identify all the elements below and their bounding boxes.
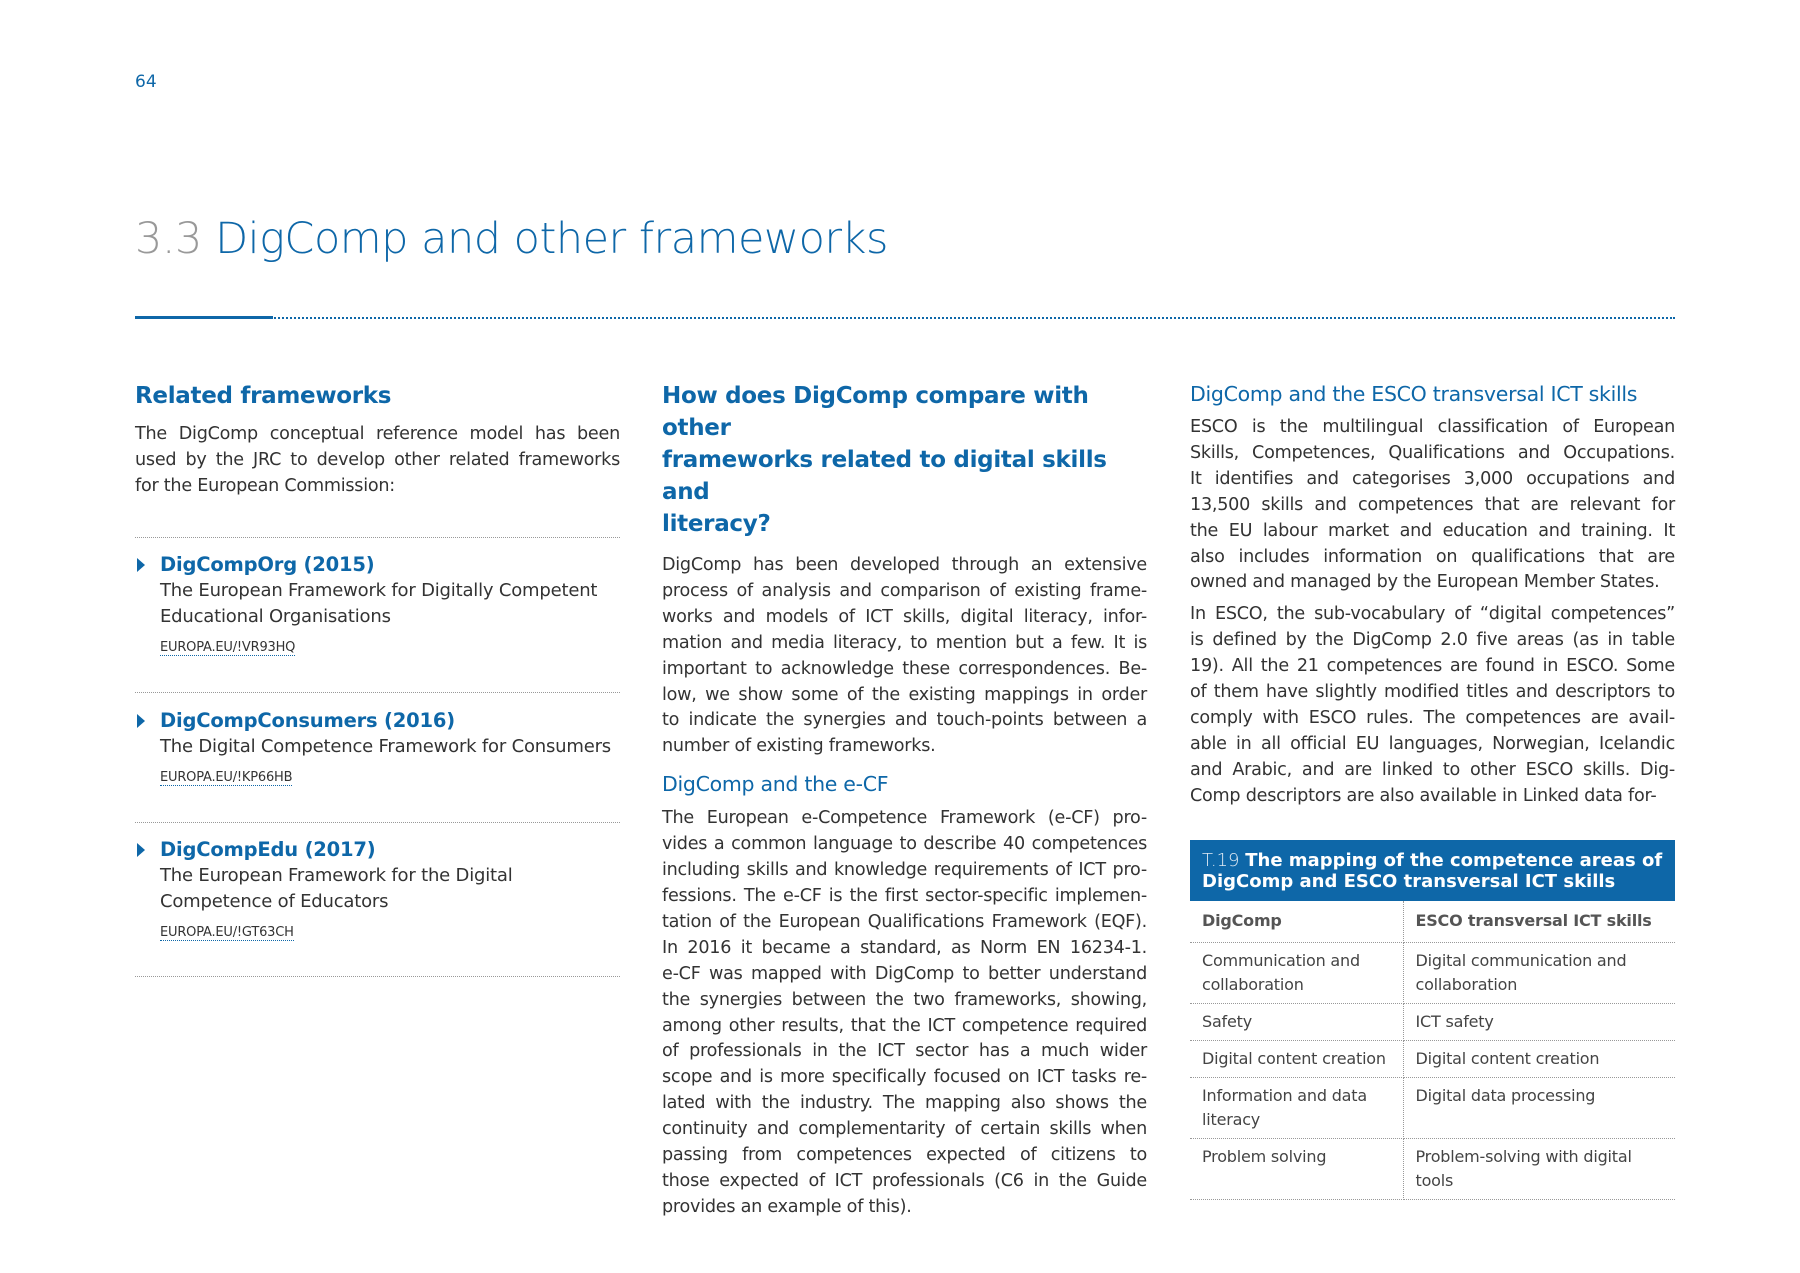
- framework-item: [135, 709, 620, 786]
- section-title: [135, 214, 888, 264]
- column-header: DigComp: [1190, 901, 1403, 942]
- text-line: the EU labour market and education and training. It: [1190, 520, 1675, 541]
- esco-paragraph-1: [1190, 415, 1675, 596]
- triangle-right-icon: [137, 714, 145, 728]
- text-line: Educational Organisations: [160, 606, 391, 627]
- text-line: vides a common language to describe 40 competences: [662, 834, 1147, 855]
- text-line: frameworks related to digital skills and: [662, 447, 1107, 505]
- text-line: mation and media literacy, to mention but a few. It is: [662, 632, 1147, 653]
- text-line: and Arabic, and are linked to other ESCO skills. Dig-: [1190, 759, 1675, 780]
- text-line: the synergies between the two frameworks, showing,: [662, 989, 1147, 1010]
- divider: [135, 692, 620, 693]
- text-line: passing from competences expected of citizens to: [662, 1145, 1147, 1166]
- framework-link[interactable]: EUROPA.EU/!KP66HB: [160, 770, 293, 785]
- text-line: scope and is more specifically focused on ICT tasks re-: [662, 1067, 1147, 1088]
- left-column: [135, 380, 620, 500]
- table-row: [1190, 1003, 1675, 1040]
- framework-title[interactable]: [135, 553, 620, 576]
- related-frameworks-heading: Related frameworks: [135, 383, 392, 409]
- text-line: Competence of Educators: [160, 891, 389, 912]
- framework-title-text: DigCompEdu (2017): [160, 838, 376, 861]
- text-line: low, we show some of the existing mappings in order: [662, 684, 1147, 705]
- divider: [135, 537, 620, 538]
- table-row: [1190, 1040, 1675, 1077]
- table-number: T.19: [1202, 850, 1240, 871]
- framework-title-text: DigCompConsumers (2016): [160, 709, 455, 732]
- comparison-paragraph: [662, 553, 1147, 760]
- table-header-row: [1190, 901, 1675, 942]
- intro-paragraph: [135, 422, 620, 500]
- text-line: The DigComp conceptual reference model has been: [135, 424, 620, 444]
- digcomp-cell: Safety: [1190, 1003, 1403, 1040]
- text-line: How does DigComp compare with other: [662, 383, 1089, 441]
- table-row: [1190, 1077, 1675, 1138]
- text-line: 19). All the 21 competences are found in ESCO. Some: [1190, 656, 1675, 677]
- text-line: process of analysis and comparison of existing frame-: [662, 580, 1147, 601]
- table-row: [1190, 1138, 1675, 1199]
- framework-description: [135, 734, 620, 760]
- triangle-right-icon: [137, 558, 145, 572]
- framework-title[interactable]: [135, 709, 620, 732]
- text-line: also includes information on qualifications that are: [1190, 546, 1675, 567]
- mapping-table: [1190, 840, 1675, 1200]
- page-number: 64: [135, 72, 157, 92]
- framework-description: [135, 863, 620, 915]
- esco-paragraph-2: [1190, 602, 1675, 809]
- text-line: 13,500 skills and competences that are relevant for: [1190, 494, 1675, 515]
- text-line: The European Framework for the Digital: [160, 865, 513, 886]
- text-line: e-CF was mapped with DigComp to better understand: [662, 963, 1147, 984]
- table-title: The mapping of the competence areas of DigComp and ESCO transversal ICT skills: [1202, 850, 1663, 892]
- text-line: used by the JRC to develop other related frameworks: [135, 449, 620, 470]
- ecf-subheading: DigComp and the e-CF: [662, 772, 889, 797]
- table-row: [1190, 942, 1675, 1003]
- text-line: number of existing frameworks.: [662, 736, 936, 757]
- text-line: The Digital Competence Framework for Consumers: [160, 736, 611, 757]
- esco-cell: Digital content creation: [1403, 1040, 1675, 1077]
- esco-cell: Problem-solving with digital tools: [1403, 1138, 1675, 1199]
- text-line: The European Framework for Digitally Competent: [160, 580, 598, 601]
- text-line: comply with ESCO rules. The competences are avail-: [1190, 707, 1675, 728]
- esco-cell: ICT safety: [1403, 1003, 1675, 1040]
- digcomp-cell: Problem solving: [1190, 1138, 1403, 1199]
- text-line: including skills and knowledge requirements of ICT pro-: [662, 860, 1147, 881]
- text-line: is defined by the DigComp 2.0 five areas (as in table: [1190, 630, 1675, 651]
- framework-title[interactable]: [135, 838, 620, 861]
- text-line: for the European Commission:: [135, 475, 395, 496]
- text-line: literacy?: [662, 511, 771, 537]
- table-caption: [1190, 840, 1675, 901]
- section-number: 3.3: [135, 214, 202, 264]
- esco-cell: Digital data processing: [1403, 1077, 1675, 1138]
- middle-column: [662, 380, 1147, 1221]
- framework-link[interactable]: EUROPA.EU/!VR93HQ: [160, 640, 296, 655]
- text-line: owned and managed by the European Member States.: [1190, 572, 1660, 593]
- digcomp-cell: Communication and collaboration: [1190, 942, 1403, 1003]
- text-line: In ESCO, the sub-vocabulary of “digital competences”: [1190, 604, 1675, 625]
- text-line: In 2016 it became a standard, as Norm EN 16234-1.: [662, 937, 1147, 958]
- framework-link[interactable]: EUROPA.EU/!GT63CH: [160, 925, 294, 940]
- esco-subheading: DigComp and the ESCO transversal ICT skills: [1190, 382, 1638, 406]
- text-line: provides an example of this).: [662, 1196, 912, 1217]
- framework-item: [135, 838, 620, 941]
- text-line: ESCO is the multilingual classification of European: [1190, 417, 1675, 437]
- section-title-text: DigComp and other frameworks: [215, 214, 888, 264]
- text-line: The European e-Competence Framework (e-CF) pro-: [662, 808, 1147, 829]
- text-line: It identifies and categorises 3,000 occupations and: [1190, 468, 1675, 489]
- text-line: important to acknowledge these correspondences. Be-: [662, 658, 1147, 679]
- text-line: among other results, that the ICT competence required: [662, 1015, 1147, 1036]
- text-line: Comp descriptors are also available in Linked data for-: [1190, 785, 1657, 806]
- digcomp-cell: Digital content creation: [1190, 1040, 1403, 1077]
- divider: [135, 822, 620, 823]
- text-line: to indicate the synergies and touch-points between a: [662, 710, 1147, 731]
- framework-description: [135, 578, 620, 630]
- text-line: works and models of ICT skills, digital literacy, infor-: [662, 606, 1147, 627]
- text-line: fessions. The e-CF is the first sector-specific implemen-: [662, 885, 1147, 906]
- triangle-right-icon: [137, 843, 145, 857]
- column-header: ESCO transversal ICT skills: [1403, 901, 1675, 942]
- divider: [135, 976, 620, 977]
- text-line: tation of the European Qualifications Framework (EQF).: [662, 911, 1147, 932]
- text-line: Skills, Competences, Qualifications and Occupations.: [1190, 442, 1675, 463]
- text-line: lated with the industry. The mapping also shows the: [662, 1093, 1147, 1114]
- text-line: of professionals in the ICT sector has a much wider: [662, 1041, 1147, 1062]
- right-column: [1190, 380, 1675, 810]
- esco-cell: Digital communication and collaboration: [1403, 942, 1675, 1003]
- ecf-paragraph: [662, 806, 1147, 1221]
- text-line: continuity and complementarity of certain skills when: [662, 1119, 1147, 1140]
- text-line: able in all official EU languages, Norwegian, Icelandic: [1190, 733, 1675, 754]
- comparison-heading: [662, 380, 1147, 540]
- framework-title-text: DigCompOrg (2015): [160, 553, 375, 576]
- title-divider: [135, 317, 1675, 319]
- text-line: DigComp has been developed through an extensive: [662, 555, 1147, 575]
- text-line: of them have slightly modified titles and descriptors to: [1190, 682, 1675, 703]
- framework-item: [135, 553, 620, 656]
- title-divider-accent: [135, 316, 273, 319]
- digcomp-cell: Information and data literacy: [1190, 1077, 1403, 1138]
- text-line: those expected of ICT professionals (C6 in the Guide: [662, 1170, 1147, 1191]
